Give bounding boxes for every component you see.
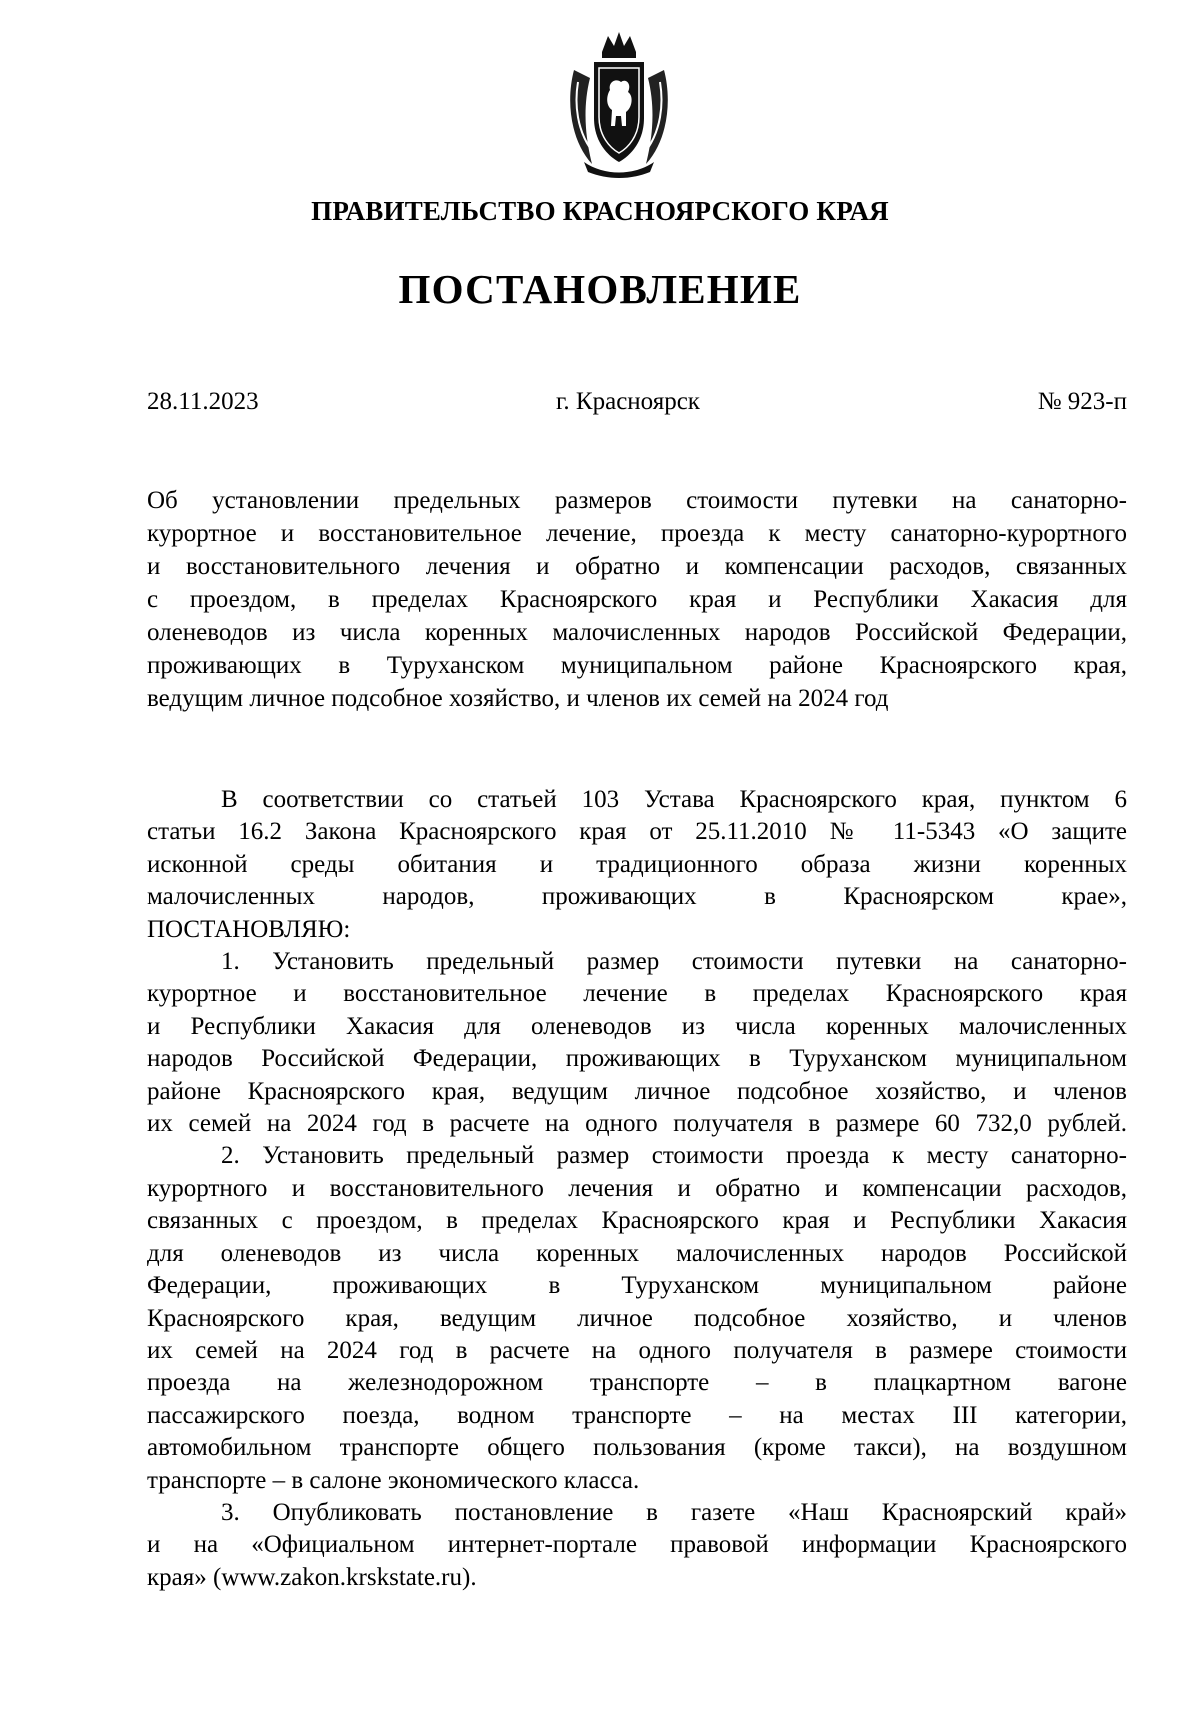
body-line: В соответствии со статьей 103 Устава Красноярского края, пунктом 6 — [221, 786, 1127, 813]
body-line: Федерации, проживающих в Туруханском муниципальном районе — [147, 1272, 1127, 1300]
body-line: курортное и восстановительное лечение в пределах Красноярского края — [147, 980, 1127, 1008]
document-city: г. Красноярск — [556, 388, 700, 415]
body-line: пассажирского поезда, водном транспорте – на местах III категории, — [147, 1401, 1127, 1429]
subject-line: проживающих в Туруханском муниципальном районе Красноярского края, — [147, 652, 1127, 679]
body-line: 3. Опубликовать постановление в газете «Наш Красноярский край» — [221, 1498, 1127, 1526]
body-line: края» (www.zakon.krskstate.ru). — [147, 1563, 477, 1591]
body-line: курортного и восстановительного лечения и обратно и компенсации расходов, — [147, 1174, 1127, 1202]
body-line: народов Российской Федерации, проживающих в Туруханском муниципальном — [147, 1045, 1127, 1073]
body-line: и Республики Хакасия для оленеводов из числа коренных малочисленных — [147, 1012, 1127, 1040]
body-line: исконной среды обитания и традиционного образа жизни коренных — [147, 850, 1127, 878]
body-line: малочисленных народов, проживающих в Красноярском крае», — [147, 883, 1127, 911]
body-line: их семей на 2024 год в расчете на одного получателя в размере 60 732,0 рублей. — [147, 1110, 1127, 1138]
body-line: для оленеводов из числа коренных малочисленных народов Российской — [147, 1239, 1127, 1267]
document-subject — [147, 484, 1127, 715]
subject-line: с проездом, в пределах Красноярского края и Республики Хакасия для — [147, 586, 1127, 613]
coat-of-arms-icon — [564, 30, 674, 180]
subject-line: ведущим личное подсобное хозяйство, и членов их семей на 2024 год — [147, 685, 889, 712]
body-line: автомобильном транспорте общего пользования (кроме такси), на воздушном — [147, 1434, 1127, 1462]
body-line: 1. Установить предельный размер стоимости путевки на санаторно- — [221, 948, 1127, 976]
organization-title: ПРАВИТЕЛЬСТВО КРАСНОЯРСКОГО КРАЯ — [311, 196, 889, 226]
body-line: районе Красноярского края, ведущим личное подсобное хозяйство, и членов — [147, 1077, 1127, 1105]
body-line: статьи 16.2 Закона Красноярского края от 25.11.2010 № 11-5343 «О защите — [147, 818, 1127, 846]
body-line: и на «Официальном интернет-портале правовой информации Красноярского — [147, 1531, 1127, 1559]
body-line: связанных с проездом, в пределах Красноярского края и Республики Хакасия — [147, 1207, 1127, 1235]
body-line: транспорте – в салоне экономического класса. — [147, 1466, 640, 1494]
subject-line: Об установлении предельных размеров стоимости путевки на санаторно- — [147, 487, 1127, 514]
decree-word: ПОСТАНОВЛЯЮ: — [147, 915, 351, 943]
subject-line: оленеводов из числа коренных малочисленных народов Российской Федерации, — [147, 619, 1127, 646]
body-line: проезда на железнодорожном транспорте – в плацкартном вагоне — [147, 1369, 1127, 1397]
document-type-title: ПОСТАНОВЛЕНИЕ — [398, 266, 802, 312]
body-line: 2. Установить предельный размер стоимости проезда к месту санаторно- — [221, 1142, 1127, 1170]
subject-line: и восстановительного лечения и обратно и компенсации расходов, связанных — [147, 553, 1127, 580]
document-number: № 923-п — [1037, 388, 1127, 415]
document-date: 28.11.2023 — [147, 388, 259, 415]
subject-line: курортное и восстановительное лечение, проезда к месту санаторно-курортного — [147, 520, 1127, 547]
document-body — [147, 784, 1127, 1594]
body-line: их семей на 2024 год в расчете на одного получателя в размере стоимости — [147, 1336, 1127, 1364]
body-line: Красноярского края, ведущим личное подсобное хозяйство, и членов — [147, 1304, 1127, 1332]
